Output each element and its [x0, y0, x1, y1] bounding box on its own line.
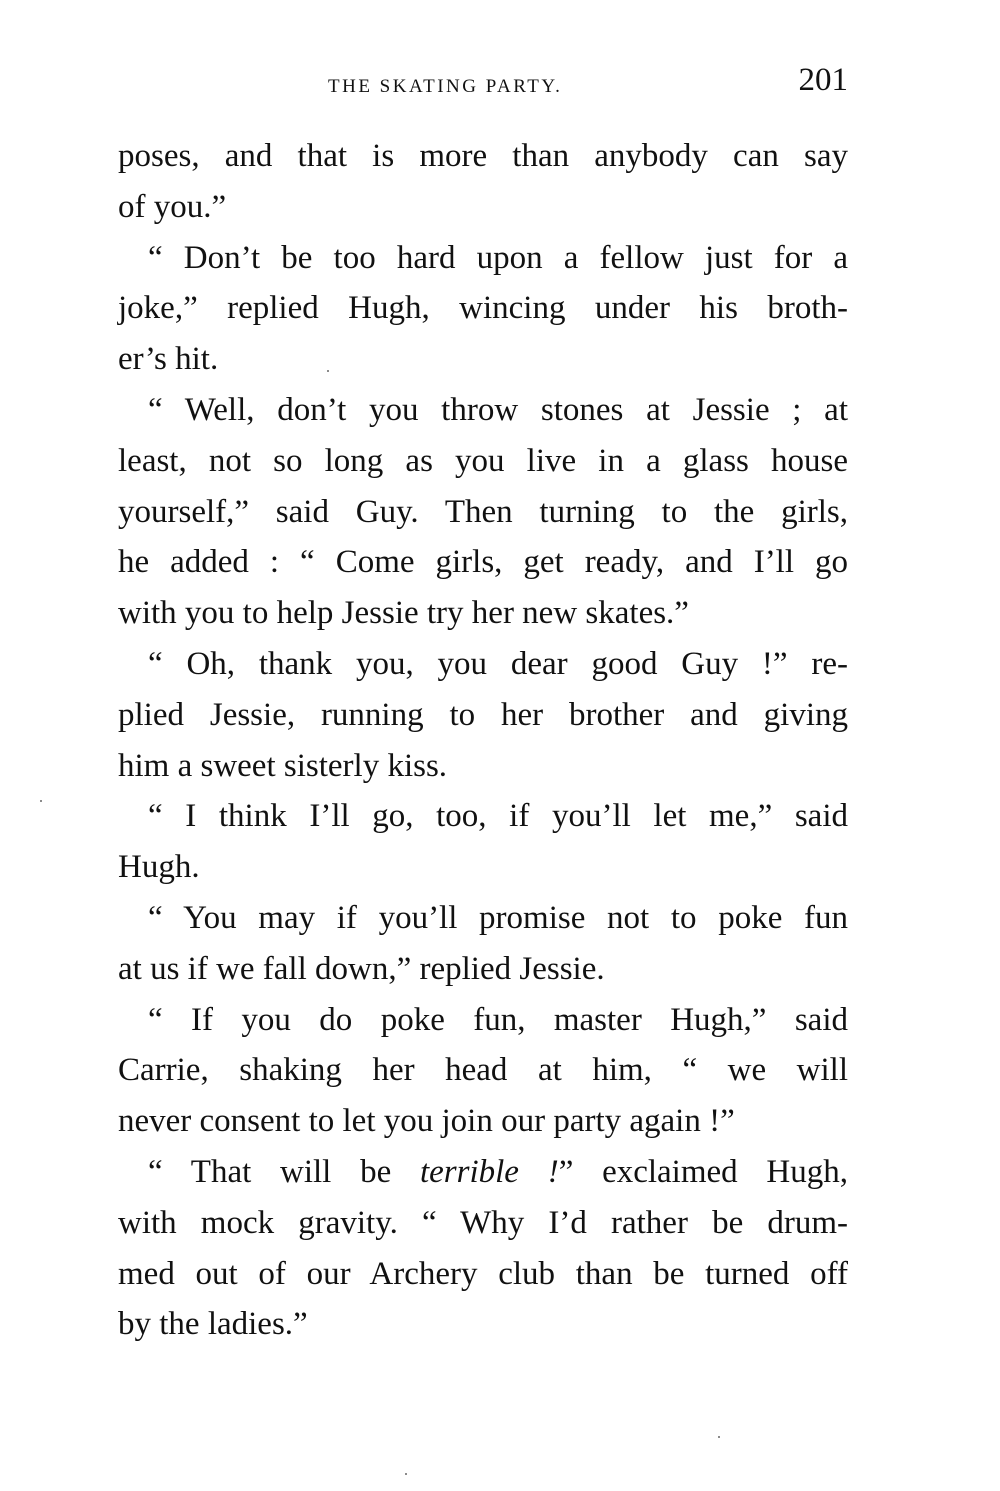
- text-line: med out of our Archery club than be turned off: [118, 1255, 848, 1292]
- text-line: never consent to let you join our party again !”: [118, 1103, 735, 1140]
- text-line: “ If you do poke fun, master Hugh,” said: [148, 1001, 848, 1038]
- text-line: Carrie, shaking her head at him, “ we will: [118, 1052, 848, 1089]
- text-line: with mock gravity. “ Why I’d rather be drum-: [118, 1204, 848, 1241]
- text-line: [118, 1147, 848, 1198]
- text-line: joke,” replied Hugh, wincing under his broth-: [118, 290, 848, 327]
- text-line: him a sweet sisterly kiss.: [118, 747, 448, 784]
- text-line: “ I think I’ll go, too, if you’ll let me,” said: [148, 798, 848, 835]
- text-line: he added : “ Come girls, get ready, and I’ll go: [118, 544, 848, 581]
- text-span: ” exclaimed Hugh,: [558, 1153, 848, 1190]
- body-text: [118, 131, 848, 1350]
- paper-speck: [405, 1473, 407, 1475]
- paper-speck: [327, 370, 329, 372]
- text-line: yourself,” said Guy. Then turning to the girls,: [118, 493, 848, 530]
- text-line: “ Well, don’t you throw stones at Jessie ; at: [148, 391, 848, 428]
- text-line: er’s hit.: [118, 341, 219, 378]
- paper-speck: [718, 1436, 720, 1438]
- text-line: least, not so long as you live in a glass house: [118, 442, 848, 479]
- paper-speck: [40, 800, 42, 802]
- page-header: [118, 62, 848, 102]
- italic-word: terrible !: [419, 1153, 559, 1190]
- text-line: plied Jessie, running to her brother and giving: [118, 696, 848, 733]
- text-line: “ Oh, thank you, you dear good Guy !” re-: [148, 645, 848, 682]
- text-line: poses, and that is more than anybody can say: [118, 138, 848, 174]
- text-line: at us if we fall down,” replied Jessie.: [118, 950, 605, 987]
- text-line: with you to help Jessie try her new skates.”: [118, 595, 689, 632]
- text-line: by the ladies.”: [118, 1306, 308, 1343]
- text-line: Hugh.: [118, 849, 200, 886]
- text-line: of you.”: [118, 188, 227, 225]
- text-line: “ Don’t be too hard upon a fellow just for a: [148, 239, 848, 276]
- page-number: 201: [798, 62, 848, 98]
- text-line: “ You may if you’ll promise not to poke fun: [148, 899, 848, 936]
- running-head: THE SKATING PARTY.: [328, 76, 563, 97]
- text-span: “ That will be: [148, 1153, 420, 1190]
